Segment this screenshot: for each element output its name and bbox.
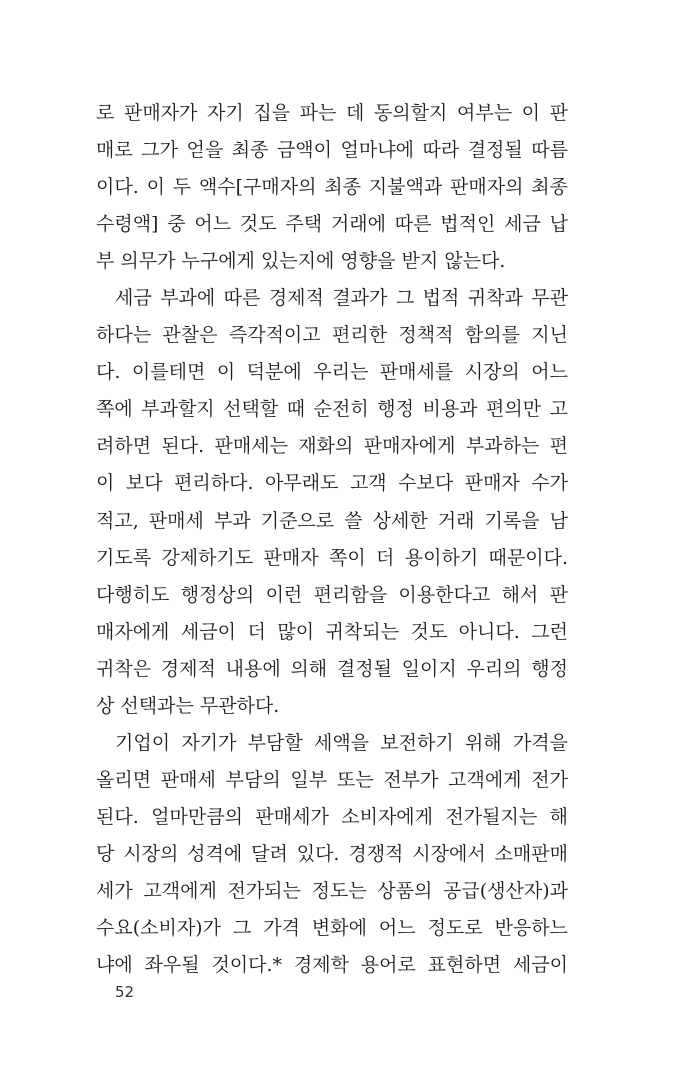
text-line: 세가 고객에게 전가되는 정도는 상품의 공급(생산자)과 [96,879,568,902]
text-line: 된다. 얼마만큼의 판매세가 소비자에게 전가될지는 해 [96,805,568,828]
text-line: 매자에게 세금이 더 많이 귀착되는 것도 아니다. 그런 [96,620,568,643]
text-line: 수요(소비자)가 그 가격 변화에 어느 정도로 반응하느 [96,917,568,940]
text-line: 다. 이를테면 이 덕분에 우리는 판매세를 시장의 어느 [96,361,568,384]
text-line: 수령액] 중 어느 것도 주택 거래에 따른 법적인 세금 납 [96,213,568,236]
text-line: 적고, 판매세 부과 기준으로 쓸 상세한 거래 기록을 남 [96,509,568,532]
text-line: 올리면 판매세 부담의 일부 또는 전부가 고객에게 전가 [96,768,568,791]
text-line: 부 의무가 누구에게 있는지에 영향을 받지 않는다. [96,250,506,273]
text-line: 냐에 좌우될 것이다.* 경제학 용어로 표현하면 세금이 [96,954,568,977]
text-line: 하다는 관찰은 즉각적이고 편리한 정책적 함의를 지닌 [96,324,568,347]
text-line: 이다. 이 두 액수[구매자의 최종 지불액과 판매자의 최종 [96,176,568,199]
text-line: 세금 부과에 따른 경제적 결과가 그 법적 귀착과 무관 [115,287,568,310]
text-line: 당 시장의 성격에 달려 있다. 경쟁적 시장에서 소매판매 [96,842,568,865]
text-line: 이 보다 편리하다. 아무래도 고객 수보다 판매자 수가 [96,472,568,495]
text-line: 상 선택과는 무관하다. [96,694,280,717]
text-line: 다행히도 행정상의 이런 편리함을 이용한다고 해서 판 [96,583,568,606]
text-line: 매로 그가 얻을 최종 금액이 얼마냐에 따라 결정될 따름 [96,139,568,162]
text-line: 로 판매자가 자기 집을 파는 데 동의할지 여부는 이 판 [96,102,568,124]
text-line: 쪽에 부과할지 선택할 때 순전히 행정 비용과 편의만 고 [96,398,568,421]
body-text [96,95,568,984]
text-line: 기도록 강제하기도 판매자 쪽이 더 용이하기 때문이다. [96,546,568,569]
page-number: 52 [115,983,135,1001]
text-line: 기업이 자기가 부담할 세액을 보전하기 위해 가격을 [115,731,568,754]
text-line: 귀착은 경제적 내용에 의해 결정될 일이지 우리의 행정 [96,657,568,680]
text-line: 려하면 된다. 판매세는 재화의 판매자에게 부과하는 편 [96,435,568,458]
